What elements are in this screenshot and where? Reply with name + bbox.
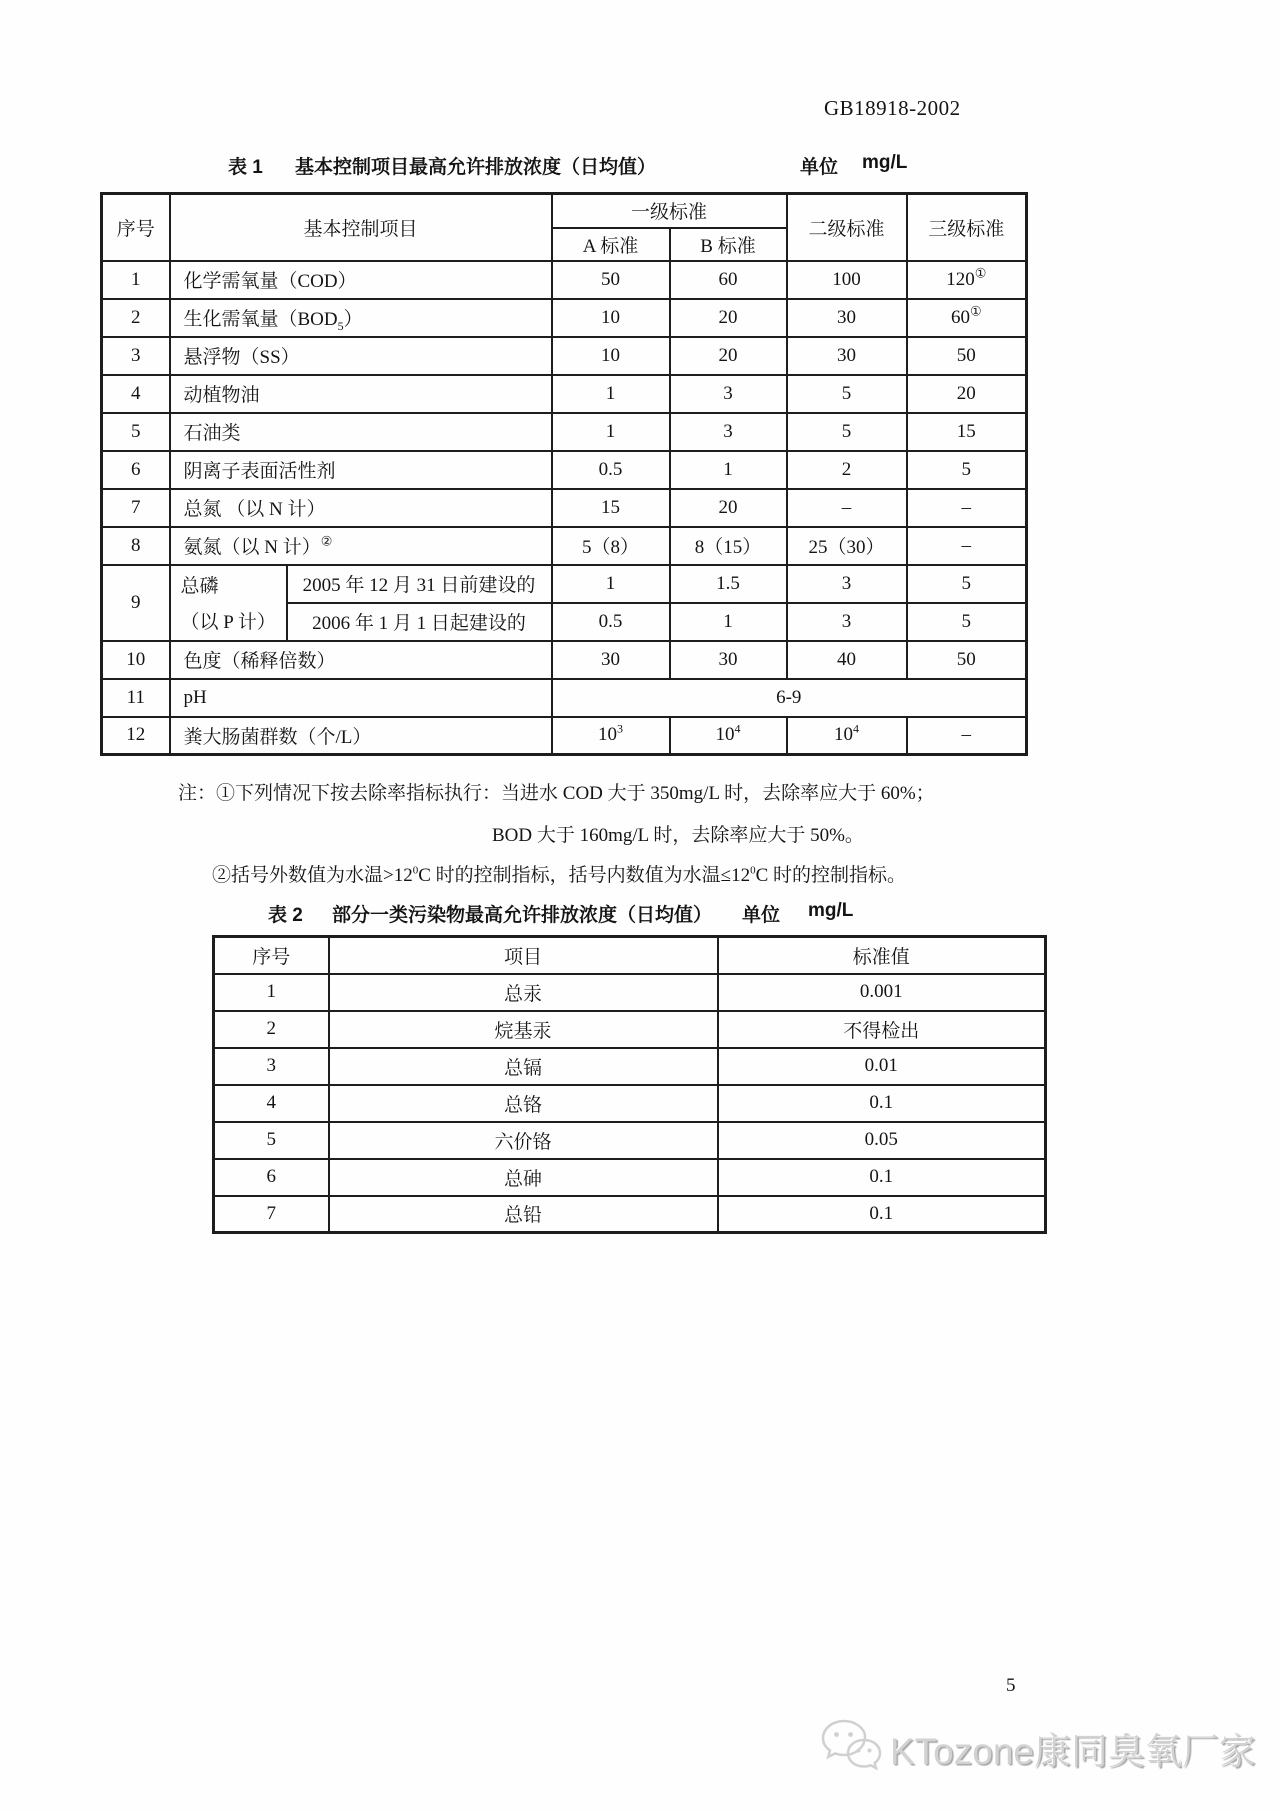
- table2-row-6: [214, 1159, 1046, 1196]
- item-cell: 总铬: [329, 1085, 718, 1122]
- header-level1: 一级标准: [552, 194, 787, 228]
- value-cell: 0.1: [718, 1085, 1046, 1122]
- seq-cell: 10: [102, 641, 170, 679]
- item-cell: 总砷: [329, 1159, 718, 1196]
- value-cell: 5: [787, 375, 907, 413]
- table1-row-2: [102, 299, 1027, 337]
- table1-note-1: 注：①下列情况下按去除率指标执行：当进水 COD 大于 350mg/L 时，去除率应大于 60%；: [178, 783, 935, 804]
- table2-caption-title: 部分一类污染物最高允许排放浓度（日均值）: [332, 905, 713, 926]
- table1-row-10: [102, 641, 1027, 679]
- table1-row-3: [102, 337, 1027, 375]
- table2-header-row: [214, 937, 1046, 974]
- value-cell: 10: [552, 337, 670, 375]
- item-cell: 石油类: [170, 413, 552, 451]
- value-cell: 30: [787, 299, 907, 337]
- value-cell: 3: [670, 375, 787, 413]
- table1-row-11: [102, 679, 1027, 717]
- value-cell: 3: [787, 565, 907, 603]
- value-cell: 0.1: [718, 1196, 1046, 1233]
- header-b-standard: B 标准: [670, 228, 787, 261]
- seq-cell: 7: [102, 489, 170, 527]
- value-cell: $10^3$: [552, 717, 670, 755]
- value-cell: 5: [787, 413, 907, 451]
- value-cell: 40: [787, 641, 907, 679]
- value-cell: 120①: [907, 261, 1027, 299]
- table1-row-12: [102, 717, 1027, 755]
- seq-cell: 1: [102, 261, 170, 299]
- value-cell: 10: [552, 299, 670, 337]
- header-item: 项目: [329, 937, 718, 974]
- item-cell: 总镉: [329, 1048, 718, 1085]
- sub-condition-cell: 2005 年 12 月 31 日前建设的: [287, 565, 552, 603]
- wechat-icon: [820, 1718, 882, 1777]
- value-cell: 20: [670, 337, 787, 375]
- table2-row-2: [214, 1011, 1046, 1048]
- table2-caption: [0, 900, 1280, 926]
- seq-cell: 3: [102, 337, 170, 375]
- value-cell: 0.01: [718, 1048, 1046, 1085]
- table1-row-9a: [102, 565, 1027, 603]
- value-cell: 60①: [907, 299, 1027, 337]
- value-cell: –: [907, 527, 1027, 565]
- table2-row-4: [214, 1085, 1046, 1122]
- value-cell: 不得检出: [718, 1011, 1046, 1048]
- value-cell: –: [907, 717, 1027, 755]
- page-number: 5: [1006, 1675, 1016, 1696]
- value-cell: 1: [552, 375, 670, 413]
- table2-row-1: [214, 974, 1046, 1011]
- table2-class1-pollutants: [212, 935, 1047, 1234]
- watermark-text: KTozone康同臭氧厂家: [890, 1730, 1256, 1772]
- value-cell: 20: [670, 489, 787, 527]
- footnote-mark: ①: [974, 265, 987, 281]
- seq-cell: 3: [214, 1048, 329, 1085]
- value-cell: 5: [907, 451, 1027, 489]
- item-cell: 色度（稀释倍数）: [170, 641, 552, 679]
- table1-caption: [0, 152, 1280, 178]
- header-item: 基本控制项目: [170, 194, 552, 261]
- seq-cell: 11: [102, 679, 170, 717]
- sub-condition-cell: 2006 年 1 月 1 日起建设的: [287, 603, 552, 641]
- header-level2: 二级标准: [787, 194, 907, 261]
- header-level3: 三级标准: [907, 194, 1027, 261]
- note-label: 注：: [178, 783, 217, 804]
- table1-row-8: [102, 527, 1027, 565]
- table1-caption-title: 基本控制项目最高允许排放浓度（日均值）: [295, 157, 657, 178]
- item-cell: 粪大肠菌群数（个/L）: [170, 717, 552, 755]
- item-line: 总磷: [180, 576, 219, 597]
- item-cell: 阴离子表面活性剂: [170, 451, 552, 489]
- value-cell: 20: [670, 299, 787, 337]
- header-standard-value: 标准值: [718, 937, 1046, 974]
- table1-row-1: [102, 261, 1027, 299]
- header-seq: 序号: [214, 937, 329, 974]
- value-cell: 15: [907, 413, 1027, 451]
- value-cell: 25（30）: [787, 527, 907, 565]
- value-cell: 5（8）: [552, 527, 670, 565]
- value-cell: 1.5: [670, 565, 787, 603]
- value-cell: 3: [670, 413, 787, 451]
- table1-unit-value: mg/L: [862, 152, 908, 173]
- seq-cell: 8: [102, 527, 170, 565]
- table1-row-7: [102, 489, 1027, 527]
- item-cell: 悬浮物（SS）: [170, 337, 552, 375]
- table1-unit-label: 单位: [800, 157, 839, 178]
- item-line: （以 P 计）: [180, 612, 276, 633]
- seq-cell: 2: [214, 1011, 329, 1048]
- table1-note-3: ②括号外数值为水温$>12^0C$ 时的控制指标，括号内数值为水温$\le 12^0C$ 时的控制指标。: [212, 864, 907, 886]
- value-cell: 8（15）: [670, 527, 787, 565]
- seq-cell: 4: [214, 1085, 329, 1122]
- seq-cell: 4: [102, 375, 170, 413]
- value-cell: 2: [787, 451, 907, 489]
- value-cell: 0.1: [718, 1159, 1046, 1196]
- table2-row-7: [214, 1196, 1046, 1233]
- value-cell: 0.5: [552, 603, 670, 641]
- seq-cell: 9: [102, 565, 170, 641]
- footnote-mark: ①: [969, 303, 982, 319]
- seq-cell: 6: [214, 1159, 329, 1196]
- standard-code: GB18918-2002: [824, 96, 961, 120]
- seq-cell: 2: [102, 299, 170, 337]
- table2-row-5: [214, 1122, 1046, 1159]
- table1-basic-control-items: [100, 192, 1028, 756]
- table1-row-4: [102, 375, 1027, 413]
- value-cell: 0.5: [552, 451, 670, 489]
- item-cell: 六价铬: [329, 1122, 718, 1159]
- header-a-standard: A 标准: [552, 228, 670, 261]
- table1-caption-no: 表 1: [228, 157, 263, 178]
- value-cell: 50: [907, 641, 1027, 679]
- item-cell: 生化需氧量$(BOD_5)$: [170, 299, 552, 337]
- item-cell: 总汞: [329, 974, 718, 1011]
- table1-note-2: BOD 大于 160mg/L 时，去除率应大于 50%。: [492, 825, 864, 846]
- table1-row-5: [102, 413, 1027, 451]
- value-cell: 15: [552, 489, 670, 527]
- value-cell: 1: [552, 413, 670, 451]
- seq-cell: 5: [102, 413, 170, 451]
- value-cell: 1: [670, 451, 787, 489]
- footnote-mark: ②: [320, 533, 333, 549]
- value-cell: 0.05: [718, 1122, 1046, 1159]
- seq-cell: 12: [102, 717, 170, 755]
- value-cell: 20: [907, 375, 1027, 413]
- value-cell: –: [907, 489, 1027, 527]
- value-cell: 50: [552, 261, 670, 299]
- item-cell: 总氮 （以 N 计）: [170, 489, 552, 527]
- item-cell: 氨氮（以 N 计）②: [170, 527, 552, 565]
- value-cell: 50: [907, 337, 1027, 375]
- table1-row-6: [102, 451, 1027, 489]
- item-cell: 动植物油: [170, 375, 552, 413]
- watermark: [820, 1718, 1256, 1777]
- value-cell: 1: [552, 565, 670, 603]
- item-cell: 烷基汞: [329, 1011, 718, 1048]
- value-cell: 5: [907, 565, 1027, 603]
- item-cell: 总铅: [329, 1196, 718, 1233]
- table2-unit-label: 单位: [742, 905, 781, 926]
- table2-caption-no: 表 2: [268, 905, 303, 926]
- value-cell: 100: [787, 261, 907, 299]
- value-cell: 60: [670, 261, 787, 299]
- value-cell: 30: [552, 641, 670, 679]
- seq-cell: 6: [102, 451, 170, 489]
- table2-unit-value: mg/L: [808, 900, 854, 921]
- value-cell: 30: [787, 337, 907, 375]
- merged-value-cell: 6-9: [552, 679, 1027, 717]
- value-cell: –: [787, 489, 907, 527]
- table1-header-row-1: [102, 194, 1027, 228]
- value-cell: $10^4$: [670, 717, 787, 755]
- item-cell-total-phosphorus: [170, 565, 287, 641]
- value-cell: 1: [670, 603, 787, 641]
- value-cell: 30: [670, 641, 787, 679]
- table2-row-3: [214, 1048, 1046, 1085]
- seq-cell: 1: [214, 974, 329, 1011]
- seq-cell: 7: [214, 1196, 329, 1233]
- seq-cell: 5: [214, 1122, 329, 1159]
- header-seq: 序号: [102, 194, 170, 261]
- value-cell: 0.001: [718, 974, 1046, 1011]
- value-cell: 5: [907, 603, 1027, 641]
- item-cell: pH: [170, 679, 552, 717]
- value-cell: $10^4$: [787, 717, 907, 755]
- value-cell: 3: [787, 603, 907, 641]
- item-cell: 化学需氧量（COD）: [170, 261, 552, 299]
